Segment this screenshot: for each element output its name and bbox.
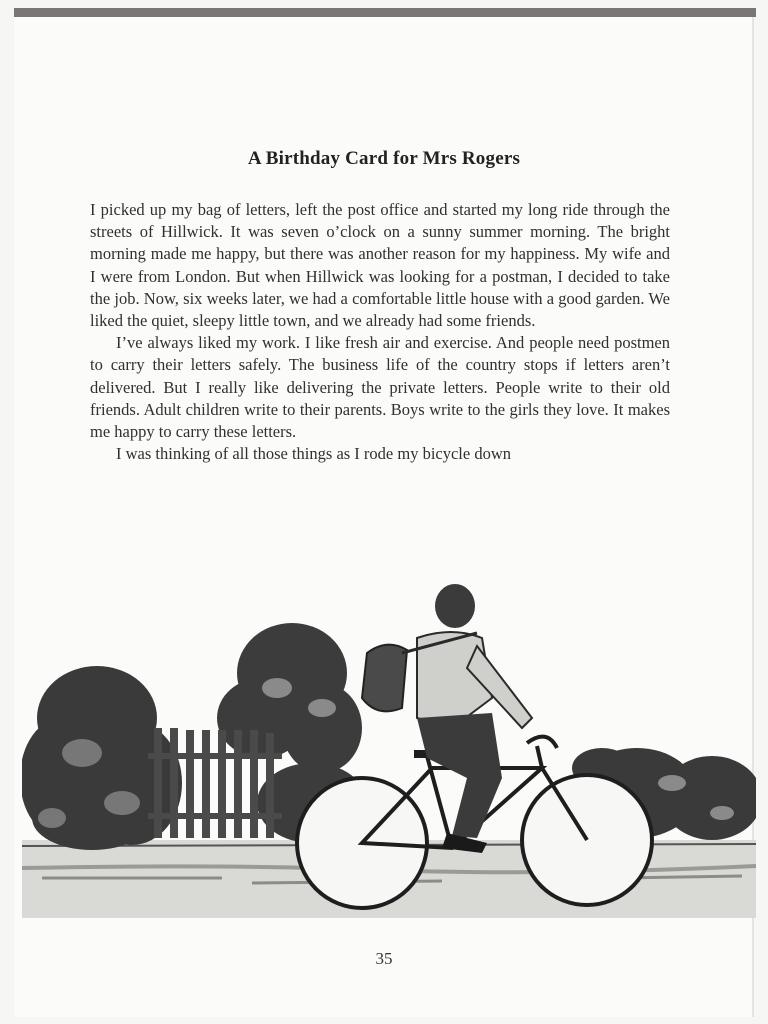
body-text — [90, 199, 670, 465]
paragraph-3: I was thinking of all those things as I rode my bicycle down — [116, 444, 512, 464]
page-top-edge — [14, 8, 756, 17]
postman-bicycle-illustration — [22, 578, 756, 918]
paragraph-2: I’ve always liked my work. I like fresh air and exercise. And people need postmen to carry their letters safely. The business life of the country stops if letters aren’t delivered. But I really like delivering the private letters. People write to their old friends. Adult children write to their parents. Boys write to the girls they love. It makes me happy to carry these letters. — [90, 333, 670, 442]
chapter-title: A Birthday Card for Mrs Rogers — [247, 148, 521, 169]
paragraph-1: I picked up my bag of letters, left the post office and started my long ride through the streets of Hillwick. It was seven o’clock on a sunny summer morning. The bright morning made me happy, but there was another reason for my happiness. My wife and I were from London. But when Hillwick was looking for a postman, I decided to take the job. Now, six weeks later, we had a comfortable little house with a good garden. We liked the quiet, sleepy little town, and we already had some friends. — [90, 200, 670, 331]
page-number: 35 — [375, 949, 393, 968]
